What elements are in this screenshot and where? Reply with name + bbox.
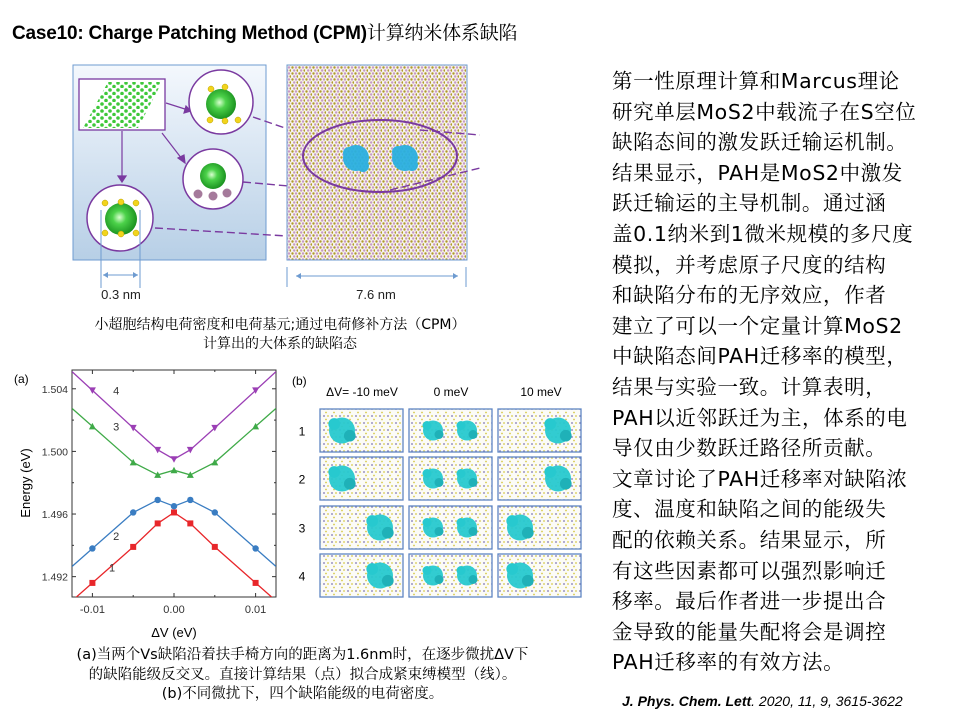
series-label-1: 1 [109, 562, 116, 575]
scale-label-small: 0.3 nm [101, 287, 141, 302]
density-cell [409, 457, 492, 500]
figure-bottom-caption-line2: 的缺陷能级反交叉。直接计算结果（点）拟合成紧束缚模型（线）。 [88, 666, 517, 683]
citation-journal: J. Phys. Chem. Lett [622, 693, 752, 709]
citation [622, 693, 903, 709]
summary-line: 结果显示，PAH是MoS2中激发 [612, 160, 903, 185]
svg-text:0.01: 0.01 [244, 604, 267, 616]
charge-density-grid [290, 365, 595, 605]
chart-series [72, 372, 276, 601]
series-line-4 [72, 372, 276, 460]
series-label-4: 4 [113, 385, 120, 398]
figure-bottom-caption-line1: (a)当两个Vs缺陷沿着扶手椅方向的距离为1.6nm时，在逐步微扰ΔV下 [76, 647, 529, 663]
row-label-4: 4 [298, 569, 306, 584]
column-header-0: 0 meV [433, 385, 469, 399]
row-label-1: 1 [298, 424, 306, 439]
figure-bottom-caption-line3: (b)不同微扰下，四个缺陷能级的电荷密度。 [161, 686, 444, 702]
figure-top-caption-line2: 计算出的大体系的缺陷态 [203, 336, 357, 352]
y-axis [42, 384, 276, 584]
svg-text:0.00: 0.00 [163, 604, 185, 616]
summary-line: 中缺陷态间PAH迁移率的模型， [612, 344, 908, 369]
summary-line: 和缺陷分布的无序效应，作者 [612, 283, 887, 308]
row-label-3: 3 [298, 521, 306, 536]
summary-line: 移率。最后作者进一步提出合 [612, 589, 887, 614]
slide-title-en: Case10: Charge Patching Method (CPM) [12, 23, 367, 44]
density-cell [409, 506, 492, 549]
svg-text:1.500: 1.500 [41, 446, 68, 459]
figure-top-caption [20, 316, 540, 354]
series-label-2: 2 [113, 530, 120, 543]
summary-line: 金导致的能量失配将会是调控 [612, 619, 887, 644]
summary-line: 文章讨论了PAH迁移率对缺陷浓 [612, 466, 908, 491]
summary-line: PAH以近邻跃迁为主，体系的电 [612, 405, 908, 430]
chart-plot-frame [72, 370, 276, 597]
summary-line: 跃迁输运的主导机制。通过涵 [612, 191, 887, 216]
summary-line: 有这些因素都可以强烈影响迁 [612, 558, 887, 583]
series-label-3: 3 [113, 421, 120, 434]
energy-vs-dv-chart [0, 365, 295, 645]
column-header-neg10: ΔV= -10 meV [326, 385, 398, 399]
series-line-3 [72, 408, 276, 475]
summary-line: 缺陷态间的激发跃迁输运机制。 [612, 130, 908, 155]
slide-title [12, 18, 517, 45]
figure-top-caption-line1: 小超胞结构电荷密度和电荷基元;通过电荷修补方法（CPM） [94, 317, 466, 333]
density-cell [409, 409, 492, 452]
summary-line: 模拟，并考虑原子尺度的结构 [612, 252, 887, 277]
y-axis-label: Energy (eV) [18, 448, 33, 518]
summary-line: 盖0.1纳米到1微米规模的多尺度 [612, 221, 914, 246]
summary-text [612, 66, 952, 678]
summary-line: 第一性原理计算和Marcus理论 [612, 69, 900, 93]
density-cell [409, 554, 492, 597]
citation-details: . 2020, 11, 9, 3615-3622 [751, 693, 903, 709]
scale-label-large: 7.6 nm [356, 287, 396, 302]
summary-line: 结果与实验一致。计算表明， [612, 374, 887, 399]
column-header-10: 10 meV [520, 385, 562, 399]
row-label-2: 2 [298, 472, 306, 487]
svg-text:1.496: 1.496 [41, 509, 68, 522]
summary-line: 导仅由少数跃迁路径所贡献。 [612, 436, 887, 461]
summary-line: PAH迁移率的有效方法。 [612, 650, 845, 675]
panel-a-label: (a) [14, 372, 29, 386]
summary-line: 研究单层MoS2中载流子在S空位 [612, 99, 917, 124]
panel-b-label: (b) [292, 374, 307, 388]
svg-text:-0.01: -0.01 [79, 604, 105, 616]
x-axis-label: ΔV (eV) [151, 625, 197, 640]
summary-line: 配的依赖关系。结果显示，所 [612, 527, 887, 552]
figure-bottom-caption [10, 646, 595, 705]
svg-text:1.504: 1.504 [41, 383, 68, 396]
summary-line: 建立了可以一个定量计算MoS2 [612, 313, 903, 338]
slide-title-zh: 计算纳米体系缺陷 [366, 22, 518, 44]
series-line-1 [72, 513, 276, 601]
svg-text:1.492: 1.492 [41, 571, 68, 584]
cpm-schematic-figure [60, 60, 480, 310]
summary-line: 度、温度和缺陷之间的能级失 [612, 497, 887, 522]
